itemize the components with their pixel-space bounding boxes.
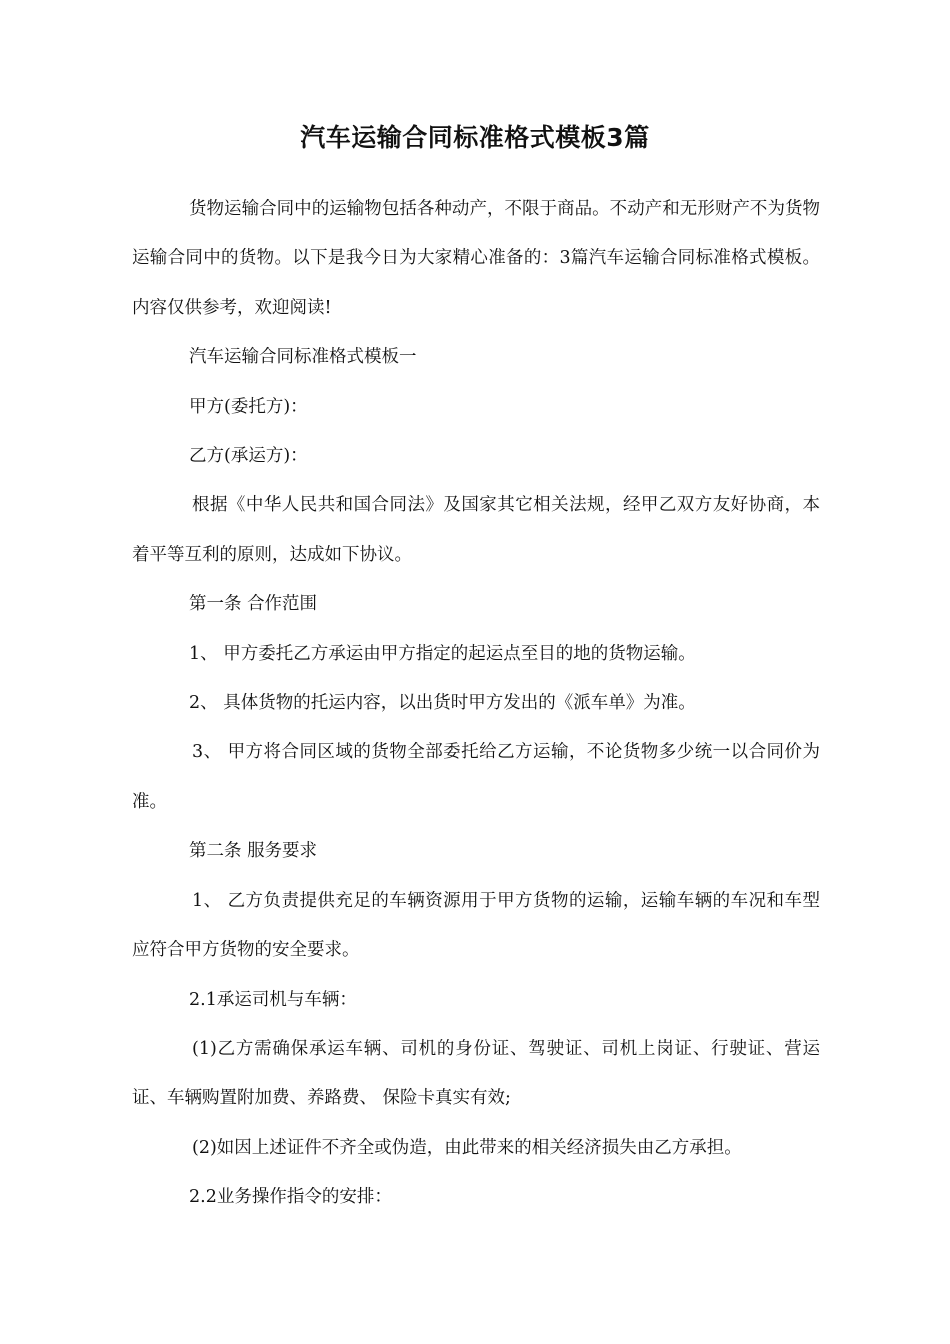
- party-a-line: 甲方(委托方)：: [189, 396, 308, 417]
- article-1-item-3: 3、 甲方将合同区域的货物全部委托给乙方运输，不论货物多少统一以合同价为准。: [132, 742, 820, 812]
- document-body: [132, 185, 820, 1223]
- article-1-item-1: 1、 甲方委托乙方承运由甲方指定的起运点至目的地的货物运输。: [189, 643, 696, 664]
- document-title: 汽车运输合同标准格式模板3篇: [300, 123, 650, 152]
- party-b-line: 乙方(承运方)：: [189, 446, 308, 467]
- section-2-1-heading: 2.1承运司机与车辆：: [189, 989, 357, 1010]
- section-2-1-clause-1: (1)乙方需确保承运车辆、司机的身份证、驾驶证、司机上岗证、行驶证、营运证、车辆购置附加费、养路费、 保险卡真实有效;: [132, 1038, 820, 1109]
- section-2-2-heading: 2.2业务操作指令的安排：: [189, 1187, 392, 1208]
- article-1-heading: 第一条 合作范围: [189, 594, 318, 615]
- article-1-item-2: 2、 具体货物的托运内容，以出货时甲方发出的《派车单》为准。: [189, 693, 696, 714]
- article-2-item-1: 1、 乙方负责提供充足的车辆资源用于甲方货物的运输，运输车辆的车况和车型应符合甲方货物的安全要求。: [132, 890, 820, 961]
- template-heading: 汽车运输合同标准格式模板一: [189, 347, 417, 368]
- preamble-paragraph: 根据《中华人民共和国合同法》及国家其它相关法规，经甲乙双方友好协商，本着平等互利的原则，达成如下协议。: [132, 495, 820, 565]
- intro-paragraph: 货物运输合同中的运输物包括各种动产，不限于商品。不动产和无形财产不为货物运输合同中的货物。以下是我今日为大家精心准备的：3篇汽车运输合同标准格式模板。内容仅供参考，欢迎阅读!: [132, 199, 820, 318]
- section-2-1-clause-2: (2)如因上述证件不齐全或伪造，由此带来的相关经济损失由乙方承担。: [192, 1137, 742, 1158]
- article-2-heading: 第二条 服务要求: [189, 841, 318, 862]
